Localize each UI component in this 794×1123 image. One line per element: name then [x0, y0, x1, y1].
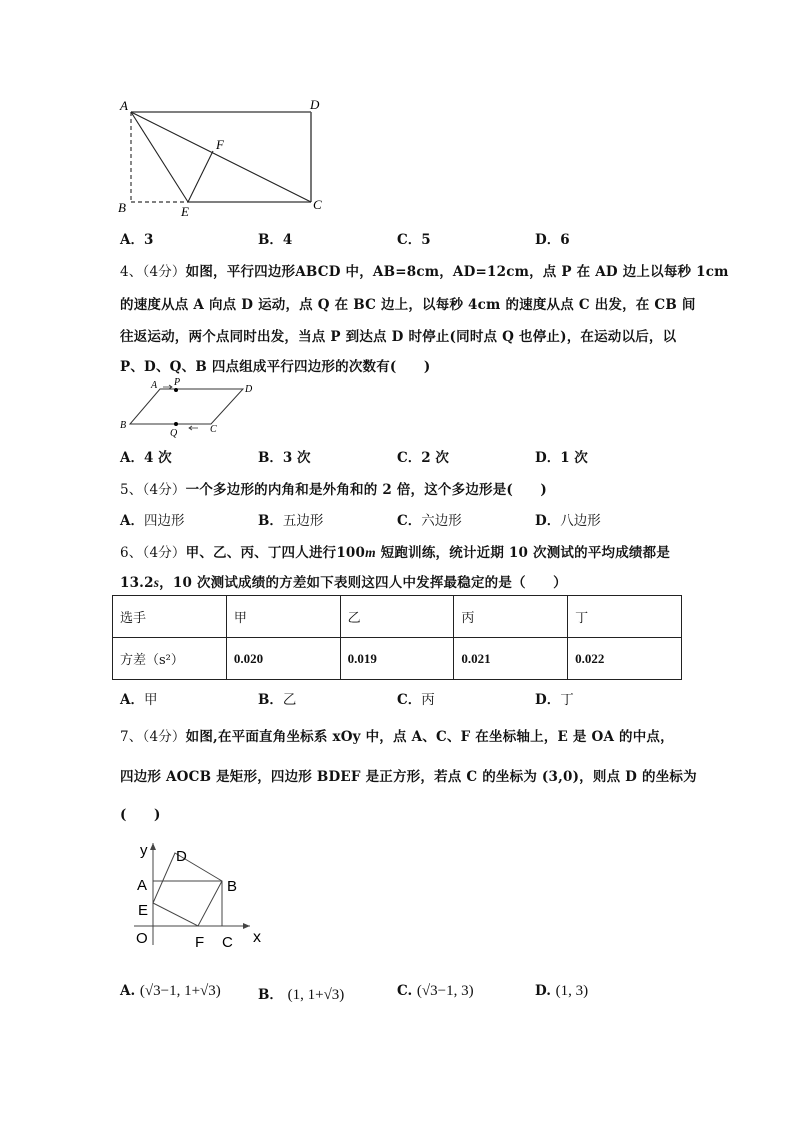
option-label: D．	[535, 513, 561, 529]
q6-unit: m	[365, 545, 376, 560]
label-P: P	[174, 377, 181, 388]
table-cell: 0.020	[226, 638, 340, 680]
option-value: 4	[282, 232, 293, 248]
q4-line-1	[120, 260, 729, 280]
q4-option-d[interactable]	[535, 446, 588, 466]
label-F: F	[195, 934, 205, 951]
q6-option-c[interactable]	[397, 688, 435, 708]
q7-text: 如图,在平面直角坐标系 xOy 中，点 A、C、F 在坐标轴上，E 是 OA 的中点，	[185, 729, 674, 745]
option-value: 丁	[560, 692, 574, 708]
option-label: A．	[120, 450, 144, 466]
label-A: A	[151, 380, 158, 391]
label-B: B	[120, 420, 127, 431]
option-value: 六边形	[421, 513, 462, 529]
table-cell: 0.022	[568, 638, 682, 680]
q3-option-d[interactable]	[535, 228, 570, 248]
option-label: D．	[535, 232, 561, 248]
table-cell: 0.019	[340, 638, 454, 680]
option-value: 6	[560, 232, 570, 248]
figure-rectangle-fold	[110, 90, 340, 220]
figure-parallelogram	[110, 372, 270, 440]
option-value: 八边形	[560, 513, 601, 529]
question-number: 6、（4分）	[120, 545, 186, 561]
option-label: C．	[397, 450, 422, 466]
option-label: A．	[120, 692, 144, 708]
label-B: B	[118, 200, 126, 215]
q6-text: 甲、乙、丙、丁四人进行	[185, 545, 337, 561]
option-value: (1, 3)	[555, 983, 589, 999]
option-label: C．	[397, 692, 422, 708]
label-E: E	[181, 204, 189, 219]
q7-line-1	[120, 725, 674, 745]
option-value: 甲	[143, 692, 158, 708]
q5-option-b[interactable]	[258, 509, 323, 529]
q7-line-3: ( )	[120, 807, 161, 823]
q3-option-c[interactable]	[397, 228, 431, 248]
q7-option-b[interactable]	[258, 983, 344, 1004]
question-number: 5、（4分）	[120, 482, 186, 498]
q3-option-a[interactable]	[120, 228, 153, 248]
label-C: C	[313, 197, 322, 212]
option-label: D.	[535, 983, 551, 999]
q6-unit: s	[153, 575, 160, 590]
q5-option-a[interactable]	[120, 509, 184, 529]
label-O: O	[136, 930, 148, 947]
q3-option-b[interactable]	[258, 228, 292, 248]
option-label: B．	[258, 450, 283, 466]
option-value: 乙	[282, 692, 297, 708]
option-label: B．	[258, 232, 283, 248]
option-value: 1 次	[560, 450, 588, 466]
q6-option-d[interactable]	[535, 688, 574, 708]
table-cell: 选手	[113, 596, 227, 638]
option-value: (1, 1+√3)	[287, 987, 345, 1003]
label-y: y	[140, 842, 148, 859]
label-A: A	[120, 98, 128, 113]
option-label: D．	[535, 692, 561, 708]
option-value: 4 次	[143, 450, 172, 466]
option-value: (√3−1, 3)	[416, 983, 474, 999]
option-label: A.	[120, 983, 136, 999]
option-value: 五边形	[282, 513, 324, 529]
option-value: 3 次	[282, 450, 311, 466]
label-E: E	[138, 902, 149, 919]
figure-coordinate-square	[120, 835, 280, 955]
label-C: C	[210, 424, 217, 435]
option-value: 四边形	[143, 513, 185, 529]
option-label: B．	[258, 513, 283, 529]
label-D: D	[245, 384, 253, 395]
q6-option-b[interactable]	[258, 688, 296, 708]
q5-text: 一个多边形的内角和是外角和的 2 倍，这个多边形是( )	[185, 482, 548, 498]
q6-line-2	[120, 571, 567, 591]
q5-option-c[interactable]	[397, 509, 462, 529]
label-C: C	[222, 934, 233, 951]
table-cell: 丁	[568, 596, 682, 638]
option-label: B．	[258, 987, 283, 1003]
option-value: 丙	[421, 692, 435, 708]
q6-text: ，10 次测试成绩的方差如下表则这四人中发挥最稳定的是（ ）	[159, 575, 567, 591]
option-label: C.	[397, 983, 413, 999]
q7-option-a[interactable]	[120, 983, 221, 1000]
option-label: B．	[258, 692, 283, 708]
option-value: (√3−1, 1+√3)	[139, 983, 221, 999]
label-F: F	[216, 137, 224, 152]
q7-option-c[interactable]	[397, 983, 474, 1000]
q4-line-3: 往返运动，两个点同时出发，当点 P 到达点 D 时停止(同时点 Q 也停止)，在运动以后，以	[120, 329, 677, 345]
option-label: A．	[120, 232, 144, 248]
q6-line-1	[120, 541, 670, 561]
table-cell: 方差（s²）	[113, 638, 227, 680]
label-D: D	[310, 97, 320, 112]
q6-distance: 100	[336, 545, 366, 561]
table-cell: 乙	[340, 596, 454, 638]
q4-option-b[interactable]	[258, 446, 311, 466]
option-label: A．	[120, 513, 144, 529]
label-B: B	[227, 878, 238, 895]
q7-line-2: 四边形 AOCB 是矩形，四边形 BDEF 是正方形，若点 C 的坐标为 (3,0)，则点 D 的坐标为	[120, 769, 697, 785]
variance-table	[112, 595, 682, 680]
q6-text: 短跑训练，统计近期 10 次测试的平均成绩都是	[375, 545, 671, 561]
label-Q: Q	[170, 428, 178, 439]
label-A: A	[137, 877, 148, 894]
label-x: x	[253, 929, 261, 946]
table-row	[113, 638, 682, 680]
q6-option-a[interactable]	[120, 688, 157, 708]
q5-stem	[120, 478, 547, 498]
option-label: C．	[397, 513, 422, 529]
option-value: 3	[143, 232, 154, 248]
q7-option-d[interactable]	[535, 983, 588, 1000]
q4-text: 如图，平行四边形ABCD 中，AB=8cm，AD=12cm，点 P 在 AD 边上以每秒 1cm	[185, 264, 729, 280]
table-header-row	[113, 596, 682, 638]
q5-option-d[interactable]	[535, 509, 601, 529]
option-label: D．	[535, 450, 561, 466]
q4-option-a[interactable]	[120, 446, 172, 466]
question-number: 4、（4分）	[120, 264, 186, 280]
table-cell: 0.021	[454, 638, 568, 680]
table-cell: 丙	[454, 596, 568, 638]
question-number: 7、（4分）	[120, 729, 186, 745]
table-cell: 甲	[226, 596, 340, 638]
option-value: 2 次	[421, 450, 449, 466]
option-label: C．	[397, 232, 422, 248]
option-value: 5	[421, 232, 431, 248]
q4-line-4: P、D、Q、B 四点组成平行四边形的次数有( )	[120, 359, 431, 375]
label-D: D	[176, 848, 187, 865]
q6-time: 13.2	[120, 575, 154, 591]
q4-option-c[interactable]	[397, 446, 449, 466]
q4-line-2: 的速度从点 A 向点 D 运动，点 Q 在 BC 边上，以每秒 4cm 的速度从点 C 出发，在 CB 间	[120, 297, 696, 313]
